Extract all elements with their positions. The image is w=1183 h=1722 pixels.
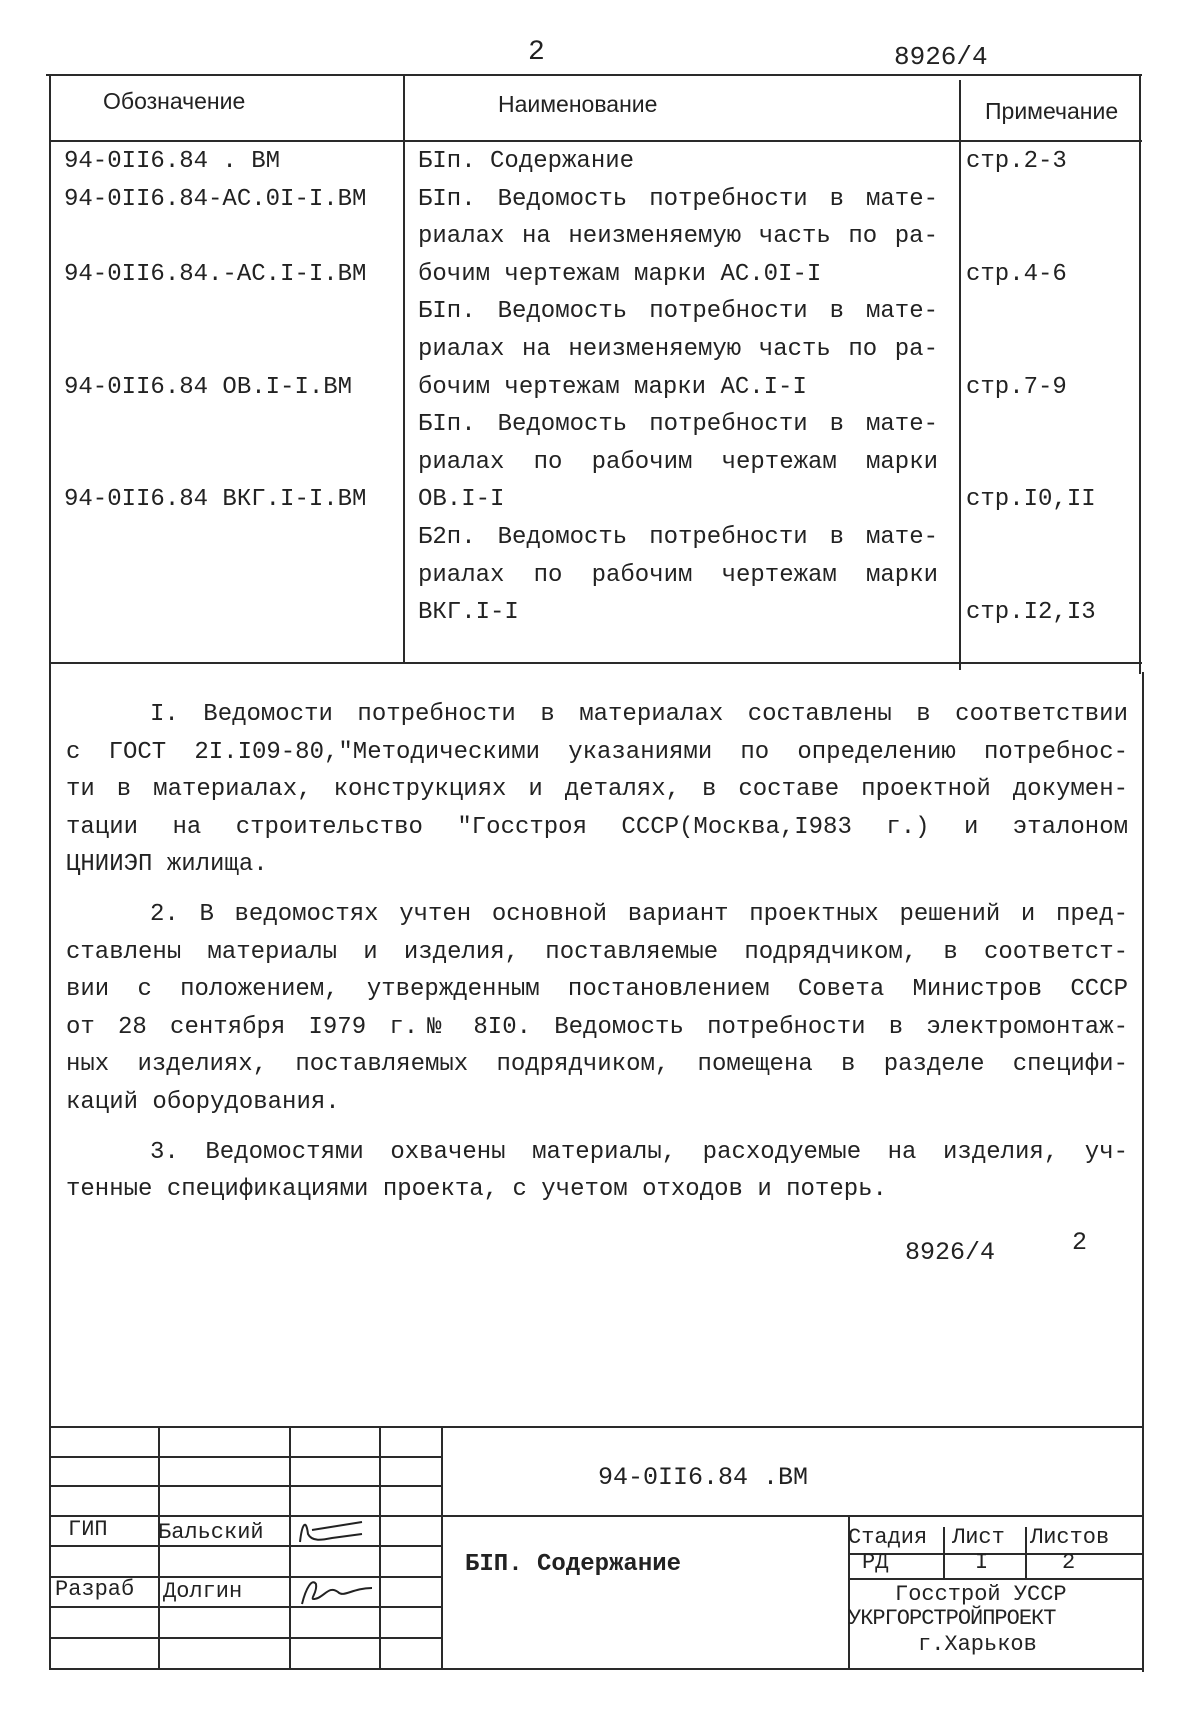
note-line: I. Ведомости потребности в материалах составлены в соответствии — [150, 701, 1128, 728]
name-gip: Бальский — [158, 1520, 264, 1545]
org-line1: Госстрой УССР — [895, 1582, 1067, 1607]
sheets-label: Листов — [1030, 1525, 1110, 1550]
name-cell: риалах на неизменяемую часть по ра- — [418, 223, 938, 251]
sheet-label: Лист — [952, 1525, 1005, 1550]
signature-gip — [292, 1514, 372, 1548]
stage-value: РД — [862, 1550, 889, 1575]
name-cell: БIп. Ведомость потребности в мате- — [418, 298, 938, 326]
stamp-title: БIП. Содержание — [465, 1551, 682, 1578]
name-cell: риалах по рабочим чертежам марки — [418, 561, 938, 589]
header-designation: Обозначение — [103, 88, 246, 114]
note-line: тации на строительство "Госстроя СССР(Москва,I983 г.) и эталоном — [66, 813, 1128, 841]
doc-number-top: 8926/4 — [894, 42, 988, 72]
note-cell: стр.I0,II — [966, 486, 1096, 514]
note-line: тенные спецификациями проекта, с учетом отходов и потерь. — [66, 1176, 887, 1204]
name-cell: ВКГ.I-I — [418, 599, 519, 627]
name-cell: риалах по рабочим чертежам марки — [418, 448, 938, 476]
name-cell: риалах на неизменяемую часть по ра- — [418, 336, 938, 363]
signature-developer — [292, 1574, 376, 1608]
note-line: ти в материалах, конструкциях и деталях, в составе проектной докумен- — [66, 776, 1128, 804]
page-number-bottom: 2 — [1072, 1228, 1088, 1257]
name-cell: БIп. Содержание — [418, 148, 635, 175]
name-cell: бочим чертежам марки АС.I-I — [418, 373, 807, 401]
sheets-value: 2 — [1062, 1550, 1076, 1575]
name-cell: бочим чертежам марки АС.0I-I — [418, 260, 822, 288]
note-line: 3. Ведомостями охвачены материалы, расходуемые на изделия, уч- — [150, 1138, 1128, 1166]
designation-cell: 94-0II6.84-АС.0I-I.ВМ — [64, 185, 367, 213]
role-gip: ГИП — [68, 1517, 108, 1542]
note-cell: стр.4-6 — [966, 260, 1067, 288]
name-cell: ОВ.I-I — [418, 486, 505, 514]
name-cell: БIп. Ведомость потребности в мате- — [418, 185, 938, 213]
designation-cell: 94-0II6.84 . ВМ — [64, 148, 281, 175]
doc-number-bottom: 8926/4 — [905, 1238, 996, 1267]
org-line3: г.Харьков — [918, 1632, 1037, 1657]
note-line: каций оборудования. — [66, 1089, 340, 1116]
note-line: от 28 сентября I979 г.№ 8I0. Ведомость потребности в электромонтаж- — [66, 1013, 1128, 1041]
note-cell: стр.I2,I3 — [966, 599, 1096, 627]
designation-cell: 94-0II6.84 ОВ.I-I.ВМ — [64, 373, 353, 401]
note-line: 2. В ведомостях учтен основной вариант проектных решений и пред- — [150, 901, 1128, 928]
sheet-value: I — [975, 1550, 989, 1575]
note-cell: стр.7-9 — [966, 373, 1067, 401]
designation-cell: 94-0II6.84 ВКГ.I-I.ВМ — [64, 486, 367, 514]
note-cell: стр.2-3 — [966, 148, 1067, 175]
stage-label: Стадия — [848, 1525, 928, 1550]
name-cell: Б2п. Ведомость потребности в мате- — [418, 524, 938, 551]
note-line: ЦНИИЭП жилища. — [66, 851, 268, 879]
name-cell: БIп. Ведомость потребности в мате- — [418, 411, 938, 439]
name-developer: Долгин — [163, 1579, 243, 1604]
header-note: Примечание — [985, 98, 1119, 124]
note-line: ставлены материалы и изделия, поставляемые подрядчиком, в соответст- — [66, 938, 1128, 966]
note-line: вии с положением, утвержденным постановлением Совета Министров СССР — [66, 976, 1128, 1004]
note-line: с ГОСТ 2I.I09-80,"Методическими указаниями по определению потребнос- — [66, 738, 1128, 766]
page-number-top: 2 — [528, 37, 545, 68]
header-name: Наименование — [498, 91, 658, 117]
designation-cell: 94-0II6.84.-АС.I-I.ВМ — [64, 260, 367, 288]
org-line2: УКРГОРСТРОЙПРОЕКТ — [848, 1606, 1056, 1631]
note-line: ных изделиях, поставляемых подрядчиком, помещена в разделе специфи- — [66, 1051, 1128, 1079]
role-developer: Разраб — [55, 1577, 135, 1602]
stamp-designation: 94-0II6.84 .ВМ — [598, 1463, 809, 1492]
